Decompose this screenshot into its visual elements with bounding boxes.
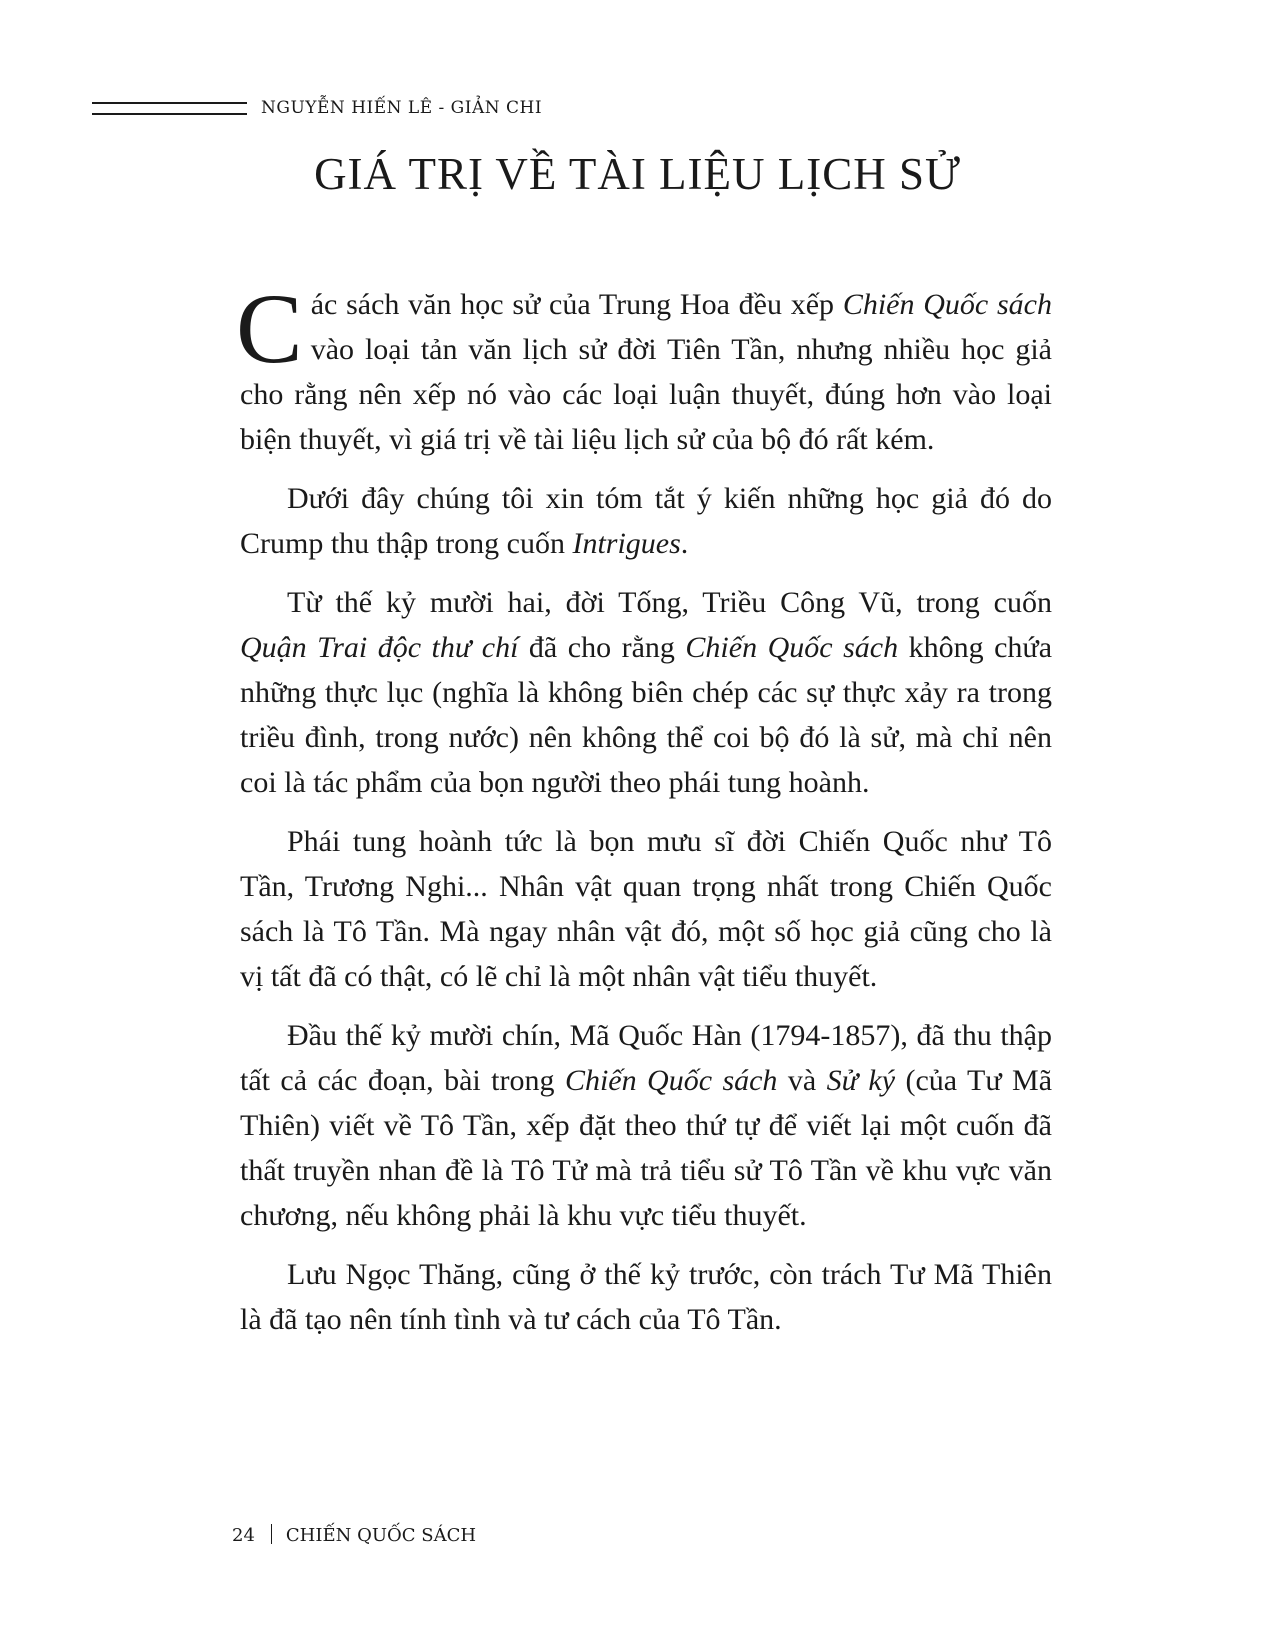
paragraph-2 bbox=[240, 476, 1052, 566]
footer-divider bbox=[271, 1524, 272, 1544]
paragraph-6 bbox=[240, 1252, 1052, 1342]
italic-book-title: Sử ký bbox=[826, 1064, 896, 1097]
book-title-footer: CHIẾN QUỐC SÁCH bbox=[285, 1525, 477, 1546]
text-run: đã cho rằng bbox=[518, 631, 686, 664]
italic-book-title: Quận Trai độc thư chí bbox=[240, 631, 519, 664]
running-head bbox=[92, 96, 542, 120]
text-run: Phái tung hoành tức là bọn mưu sĩ đời Chiến Quốc như Tô Tần, Trương Nghi... Nhân vật quan trọng nhất trong Chiến Quốc sách là Tô Tần. Mà ngay nhân vật đó, một số học giả cũng cho là vị tất đã có thật, có lẽ chỉ là một nhân vật tiểu thuyết. bbox=[240, 825, 1052, 993]
italic-book-title: Chiến Quốc sách bbox=[564, 1064, 778, 1097]
running-foot bbox=[232, 1524, 476, 1546]
text-run: Lưu Ngọc Thăng, cũng ở thế kỷ trước, còn trách Tư Mã Thiên là đã tạo nên tính tình và tư cách của Tô Tần. bbox=[240, 1258, 1052, 1336]
text-run: ác sách văn học sử của Trung Hoa đều xếp bbox=[310, 288, 843, 321]
italic-book-title: Chiến Quốc sách bbox=[685, 631, 899, 664]
text-run: không chứa những thực lục (nghĩa là không biên chép các sự thực xảy ra trong triều đình, trong nước) nên không thể coi bộ đó là sử, mà chỉ nên coi là tác phẩm của bọn người theo phái tung hoành. bbox=[240, 631, 1053, 799]
double-rule-ornament bbox=[92, 102, 247, 115]
drop-cap: C bbox=[236, 273, 303, 384]
author-header: NGUYỄN HIẾN LÊ - GIẢN CHI bbox=[261, 98, 543, 118]
italic-book-title: Chiến Quốc sách bbox=[842, 288, 1052, 321]
text-run: Dưới đây chúng tôi xin tóm tắt ý kiến những học giả đó do Crump thu thập trong cuốn bbox=[240, 482, 1052, 560]
text-run: vào loại tản văn lịch sử đời Tiên Tần, nhưng nhiều học giả cho rằng nên xếp nó vào các loại luận thuyết, đúng hơn vào loại biện thuyết, vì giá trị về tài liệu lịch sử của bộ đó rất kém. bbox=[240, 333, 1052, 456]
text-run: . bbox=[680, 527, 689, 560]
paragraph-4 bbox=[240, 819, 1052, 999]
text-run: Đầu thế kỷ mười chín, Mã Quốc Hàn (1794-1857), đã thu thập tất cả các đoạn, bài trong bbox=[240, 1019, 1052, 1097]
page-number: 24 bbox=[232, 1525, 255, 1546]
text-run: Từ thế kỷ mười hai, đời Tống, Triều Công Vũ, trong cuốn bbox=[287, 586, 1052, 619]
body-text bbox=[236, 273, 1053, 1356]
paragraph-5 bbox=[240, 1013, 1052, 1238]
text-run: và bbox=[777, 1064, 827, 1097]
paragraph-1 bbox=[236, 273, 1052, 462]
text-run: (của Tư Mã Thiên) viết về Tô Tần, xếp đặt theo thứ tự để viết lại một cuốn đã thất truyền nhan đề là Tô Tử mà trả tiểu sử Tô Tần về khu vực văn chương, nếu không phải là khu vực tiểu thuyết. bbox=[240, 1064, 1053, 1232]
paragraph-3 bbox=[240, 580, 1052, 805]
chapter-title: GIÁ TRỊ VỀ TÀI LIỆU LỊCH SỬ bbox=[314, 149, 961, 199]
italic-book-title: Intrigues bbox=[572, 527, 681, 560]
